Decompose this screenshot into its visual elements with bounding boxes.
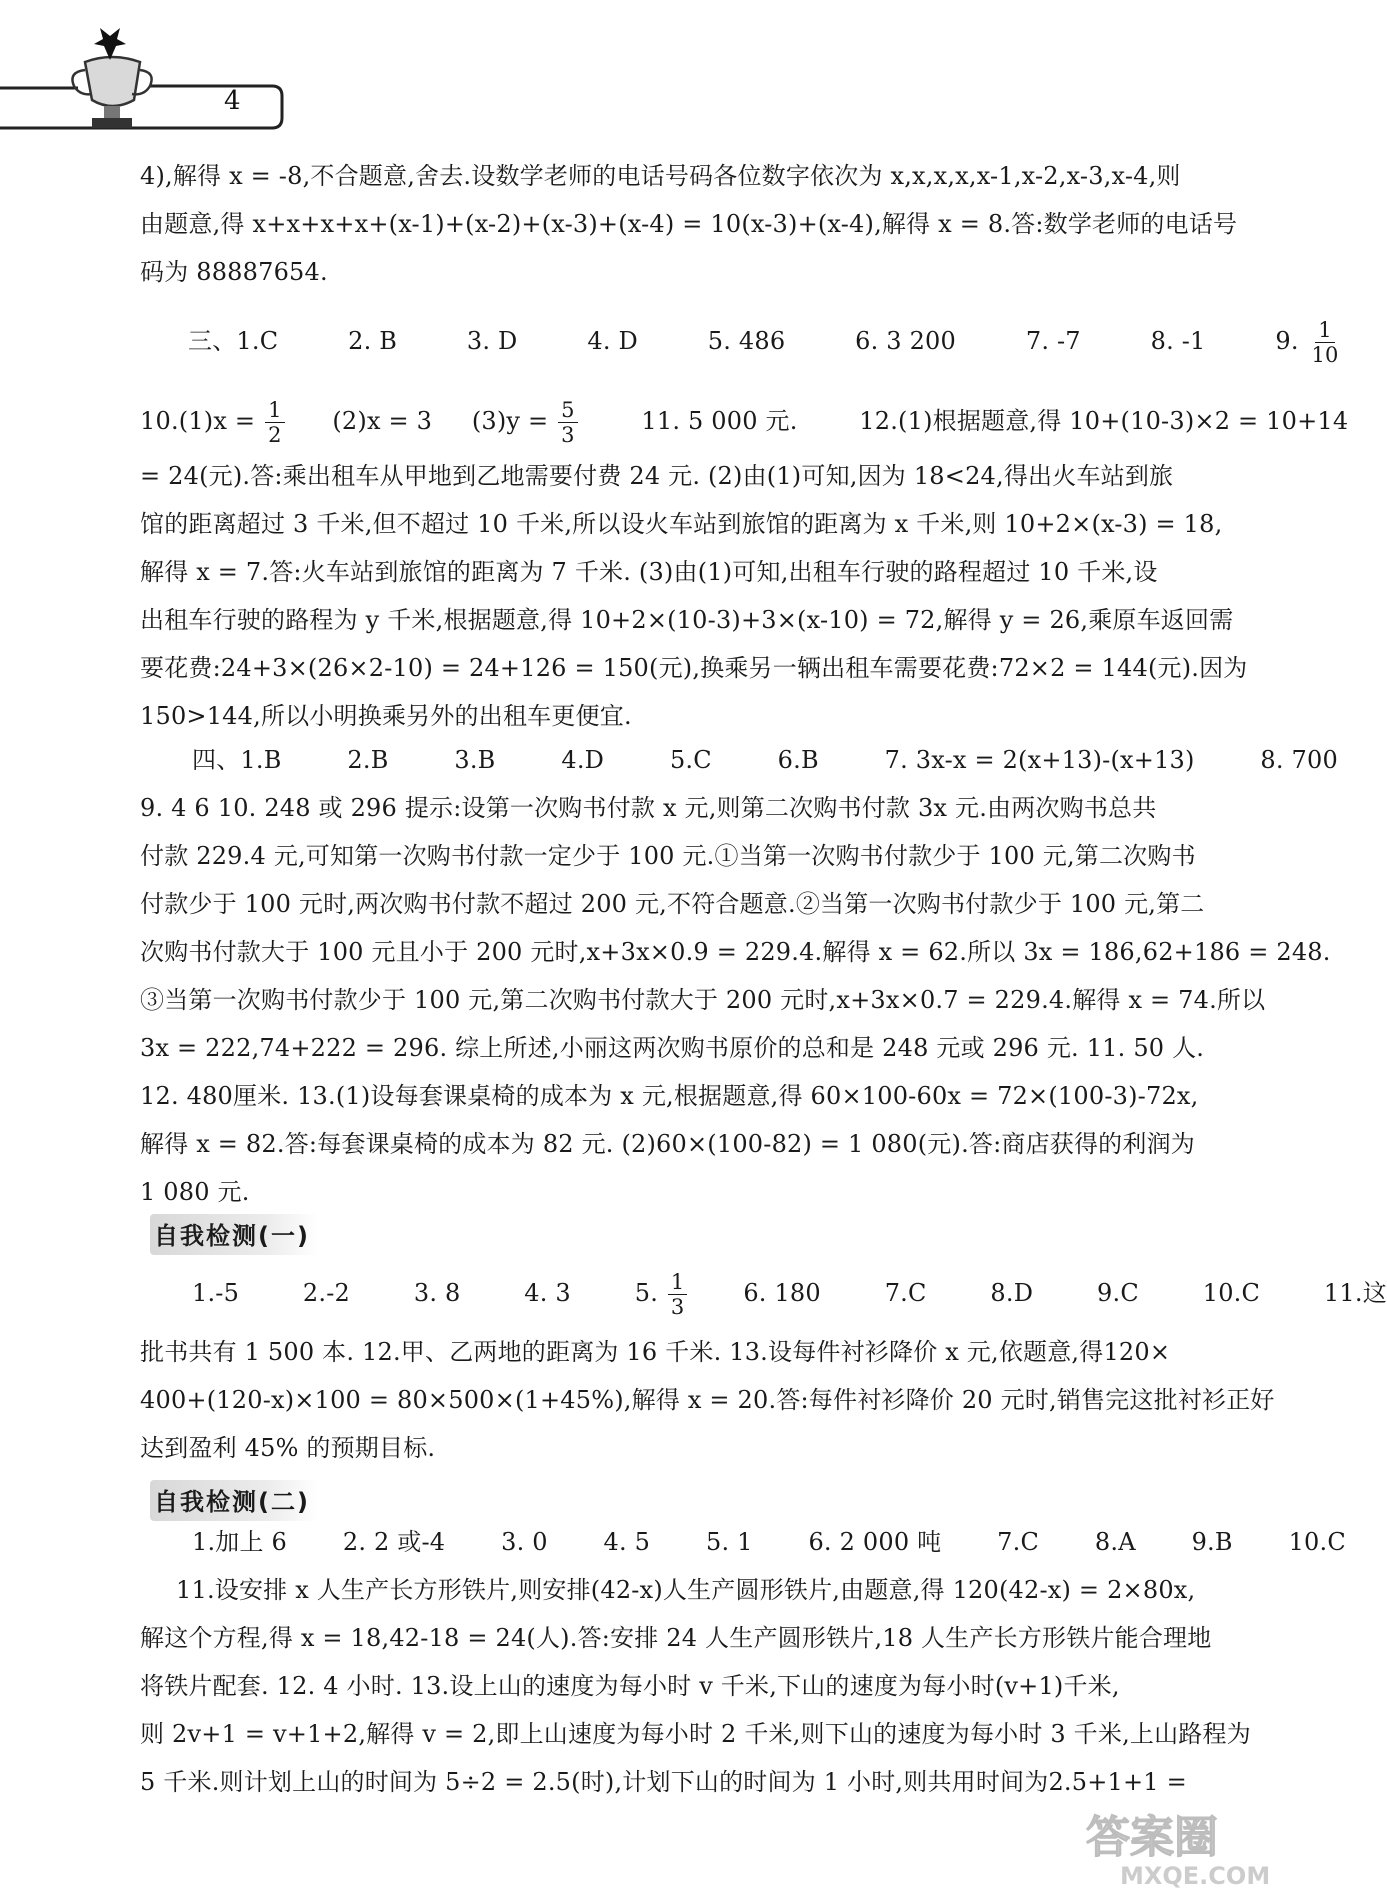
answer-item: 5. 1 <box>706 1528 753 1556</box>
fraction: $\frac{1}{3}$ <box>668 1270 688 1319</box>
text-line: 12. 480厘米. 13.(1)设每套课桌椅的成本为 x 元,根据题意,得 60×100-60x = 72×(100-3)-72x, <box>140 1082 1199 1110</box>
answer-item: 4. 3 <box>524 1279 571 1307</box>
text-line: 400+(120-x)×100 = 80×500×(1+45%),解得 x = 20.答:每件衬衫降价 20 元时,销售完这批衬衫正好 <box>140 1386 1275 1414</box>
text-line: 由题意,得 x+x+x+x+(x-1)+(x-2)+(x-3)+(x-4) = 10(x-3)+(x-4),解得 x = 8.答:数学老师的电话号 <box>140 210 1238 238</box>
text-line: 3x = 222,74+222 = 296. 综上所述,小丽这两次购书原价的总和是 248 元或 296 元. 11. 50 人. <box>140 1034 1205 1062</box>
answer-row-san <box>188 318 1344 367</box>
text-line: 码为 88887654. <box>140 258 328 286</box>
text-line: 次购书付款大于 100 元且小于 200 元时,x+3x×0.9 = 229.4.解得 x = 62.所以 3x = 186,62+186 = 248. <box>140 938 1331 966</box>
answer-item: 11.这 <box>1323 1279 1387 1307</box>
text-line: = 24(元).答:乘出租车从甲地到乙地需要付费 24 元. (2)由(1)可知,因为 18<24,得出火车站到旅 <box>140 462 1174 490</box>
answer-item: 2. B <box>348 327 398 355</box>
answer-row-san-2 <box>140 398 1348 447</box>
text-line: 则 2v+1 = v+1+2,解得 v = 2,即上山速度为每小时 2 千米,则下山的速度为每小时 3 千米,上山路程为 <box>140 1720 1251 1748</box>
text-line: ③当第一次购书付款少于 100 元,第二次购书付款大于 200 元时,x+3x×0.7 = 229.4.解得 x = 74.所以 <box>140 986 1266 1014</box>
answer-item: 1.加上 6 <box>192 1528 287 1556</box>
answer-item: 8. 700 <box>1260 746 1338 774</box>
text-line: 批书共有 1 500 本. 12.甲、乙两地的距离为 16 千米. 13.设每件衬衫降价 x 元,依题意,得120× <box>140 1338 1171 1366</box>
answer-item: 8.A <box>1094 1528 1136 1556</box>
trophy-icon <box>0 0 300 140</box>
answer-row-self1 <box>192 1270 1387 1319</box>
page-number: 4 <box>224 86 241 116</box>
answer-item: 9.C <box>1097 1279 1139 1307</box>
answer-item: (3)y = <box>471 407 549 435</box>
answer-item: 11. 5 000 元. <box>641 407 798 435</box>
answer-item: 8. -1 <box>1150 327 1206 355</box>
answer-row-self2 <box>192 1526 1346 1558</box>
answer-item: 6.B <box>777 746 819 774</box>
answer-item: 5. <box>634 1279 659 1307</box>
answer-item: 4. 5 <box>603 1528 651 1556</box>
answer-item: 9.B <box>1191 1528 1233 1556</box>
answer-item: 7.C <box>997 1528 1040 1556</box>
fraction: $\frac{1}{2}$ <box>265 398 285 447</box>
fraction: $\frac{1}{10}$ <box>1311 318 1339 367</box>
text-line: 要花费:24+3×(26×2-10) = 24+126 = 150(元),换乘另一辆出租车需要花费:72×2 = 144(元).因为 <box>140 654 1248 682</box>
watermark-text: 答案圈 <box>1086 1812 1218 1863</box>
answer-item: 1.-5 <box>192 1279 240 1307</box>
text-line: 11.设安排 x 人生产长方形铁片,则安排(42-x)人生产圆形铁片,由题意,得 120(42-x) = 2×80x, <box>176 1576 1196 1604</box>
answer-item: 2.B <box>347 746 389 774</box>
answer-item: 10.(1)x = <box>140 407 256 435</box>
answer-item: 10.C <box>1202 1279 1261 1307</box>
answer-item: 10.C <box>1288 1528 1346 1556</box>
answer-item: 3.B <box>454 746 496 774</box>
answer-item: 7.C <box>884 1279 927 1307</box>
watermark-url: MXQE.COM <box>1120 1862 1271 1890</box>
answer-item: (2)x = 3 <box>332 407 433 435</box>
answer-item: 6. 3 200 <box>855 327 956 355</box>
answer-item: 7. -7 <box>1025 327 1081 355</box>
watermark-logo <box>1080 1800 1310 1890</box>
answer-item: 2. 2 或-4 <box>342 1528 446 1556</box>
answer-item: 12.(1)根据题意,得 10+(10-3)×2 = 10+14 <box>859 407 1349 435</box>
text-line: 付款 229.4 元,可知第一次购书付款一定少于 100 元.①当第一次购书付款少于 100 元,第二次购书 <box>140 842 1196 870</box>
text-line: 付款少于 100 元时,两次购书付款不超过 200 元,不符合题意.②当第一次购书付款少于 100 元,第二 <box>140 890 1205 918</box>
answer-item: 4. D <box>587 327 638 355</box>
text-line: 馆的距离超过 3 千米,但不超过 10 千米,所以设火车站到旅馆的距离为 x 千米,则 10+2×(x-3) = 18, <box>140 510 1223 538</box>
text-line: 解得 x = 7.答:火车站到旅馆的距离为 7 千米. (3)由(1)可知,出租车行驶的路程超过 10 千米,设 <box>140 558 1158 586</box>
page-header <box>0 0 300 140</box>
fraction: $\frac{5}{3}$ <box>558 398 578 447</box>
answer-item: 6. 2 000 吨 <box>808 1528 942 1556</box>
section-heading-self-test-2: 自我检测(二) <box>150 1480 318 1521</box>
answer-item: 9. <box>1275 327 1299 355</box>
text-line: 1 080 元. <box>140 1178 250 1206</box>
answer-item: 2.-2 <box>302 1279 350 1307</box>
answer-item: 8.D <box>990 1279 1034 1307</box>
answer-item: 5.C <box>669 746 712 774</box>
answer-item: 7. 3x-x = 2(x+13)-(x+13) <box>884 746 1195 774</box>
answer-item: 3. D <box>466 327 518 355</box>
text-line: 达到盈利 45% 的预期目标. <box>140 1434 436 1462</box>
answer-item: 4.D <box>561 746 605 774</box>
text-line: 9. 4 6 10. 248 或 296 提示:设第一次购书付款 x 元,则第二次购书付款 3x 元.由两次购书总共 <box>140 794 1157 822</box>
answer-item: 5. 486 <box>707 327 786 355</box>
answer-row-si <box>192 744 1338 776</box>
answer-item: 三、1.C <box>188 327 279 355</box>
text-line: 150>144,所以小明换乘另外的出租车更便宜. <box>140 702 632 730</box>
text-line: 将铁片配套. 12. 4 小时. 13.设上山的速度为每小时 v 千米,下山的速度为每小时(v+1)千米, <box>140 1672 1120 1700</box>
answer-item: 3. 0 <box>501 1528 548 1556</box>
section-heading-self-test-1: 自我检测(一) <box>150 1214 318 1255</box>
answer-item: 3. 8 <box>413 1279 461 1307</box>
text-line: 解得 x = 82.答:每套课桌椅的成本为 82 元. (2)60×(100-82) = 1 080(元).答:商店获得的利润为 <box>140 1130 1195 1158</box>
text-line: 4),解得 x = -8,不合题意,舍去.设数学老师的电话号码各位数字依次为 x,x,x,x,x-1,x-2,x-3,x-4,则 <box>140 162 1181 190</box>
text-line: 5 千米.则计划上山的时间为 5÷2 = 2.5(时),计划下山的时间为 1 小时,则共用时间为2.5+1+1 = <box>140 1768 1187 1796</box>
text-line: 出租车行驶的路程为 y 千米,根据题意,得 10+2×(10-3)+3×(x-10) = 72,解得 y = 26,乘原车返回需 <box>140 606 1234 634</box>
answer-item: 6. 180 <box>743 1279 821 1307</box>
text-line: 解这个方程,得 x = 18,42-18 = 24(人).答:安排 24 人生产圆形铁片,18 人生产长方形铁片能合理地 <box>140 1624 1212 1652</box>
answer-item: 四、1.B <box>192 746 282 774</box>
